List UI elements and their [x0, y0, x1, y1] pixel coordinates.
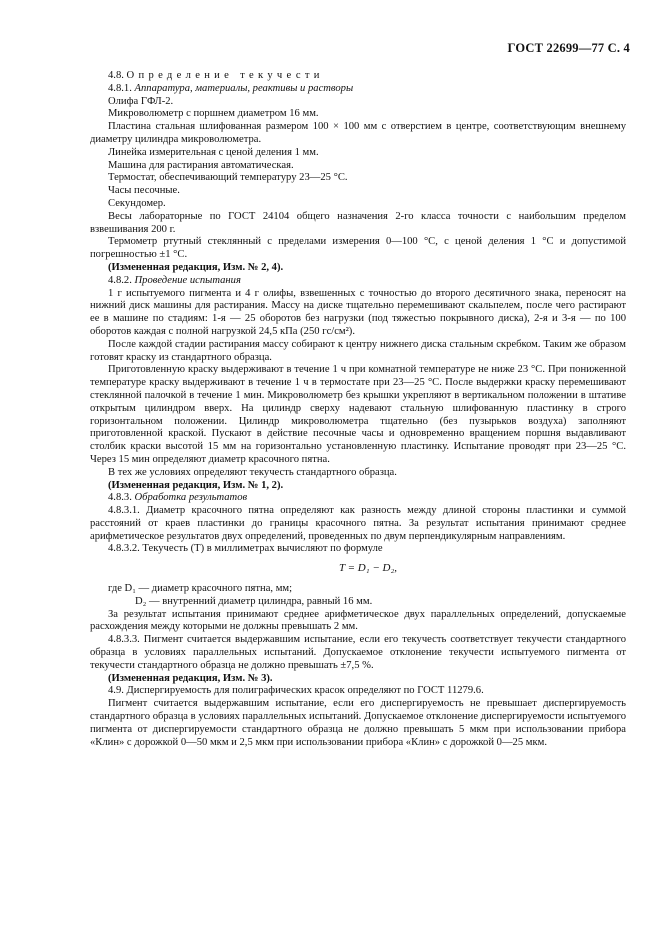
list-item: Весы лабораторные по ГОСТ 24104 общего назначения 2-го класса точности с наибольшим пределом взвешивания 200 г. — [90, 210, 626, 235]
section-title: Определение текучести — [126, 70, 324, 81]
section-title: Проведение испытания — [134, 274, 241, 286]
formula-legend — [90, 583, 626, 609]
list-item: Часы песочные. — [108, 185, 180, 197]
revision-note: (Измененная редакция, Изм. № 3). — [108, 672, 273, 684]
paragraph: За результат испытания принимают среднее арифметическое двух параллельных определений, допускаемые расхождения между которыми не должны превышать 2 мм. — [90, 608, 626, 633]
legend-line: где D₁ — диаметр красочного пятна, мм; — [108, 583, 293, 595]
paragraph: 1 г испытуемого пигмента и 4 г олифы, взвешенных с точностью до второго десятичного знака, переносят на нижний диск машины для растирания. Массу на диске тщательно перемешивают скальпелем, после чего растирают ее в машине по стадиям: 1-я — 25 оборотов без нагрузки (под тяжестью покрывного диска), 2-я и 3-я — по 100 оборотов каждая с полной нагрузкой 24,5 кПа (250 гс/см²). — [90, 287, 626, 337]
revision-note: (Измененная редакция, Изм. № 2, 4). — [108, 261, 284, 273]
paragraph: После каждой стадии растирания массу собирают к центру нижнего диска стальным скребком. Таким же образом готовят краску из стандартного образца. — [90, 338, 626, 363]
list-item: Секундомер. — [108, 197, 166, 209]
paragraph: 4.8.3.1. Диаметр красочного пятна определяют как разность между длиной стороны пластинки и суммой расстояний от краев пластинки до границы красочного пятна. За результат испытания принимают среднее арифметическое результатов двух определений, проведенных по двум перпендикулярным направлениям. — [90, 505, 626, 542]
paragraph: 4.8.3.3. Пигмент считается выдержавшим испытание, если его текучесть соответствует текучести стандартного образца в условиях параллельных испытаний. Допускаемое отклонение текучести испытуемого пигмента от текучести стандартного образца не должно превышать ±7,5 %. — [90, 634, 626, 671]
paragraph: 4.8.3.2. Текучесть (T) в миллиметрах вычисляют по формуле — [108, 543, 383, 555]
page-header: ГОСТ 22699—77 С. 4 — [507, 41, 630, 55]
section-4-8-1 — [90, 83, 626, 96]
paragraph: В тех же условиях определяют текучесть стандартного образца. — [108, 466, 397, 478]
paragraph: 4.9. Диспергируемость для полиграфических красок определяют по ГОСТ 11279.6. — [108, 685, 484, 697]
paragraph: Приготовленную краску выдерживают в течение 1 ч при комнатной температуре не ниже 23 °С. При пониженной температуре краску выдерживают в течение 1 ч в термостате при 23—25 °С. После выдержки краску перемешивают стеклянной палочкой в течение 1 мин. Микроволюметр без крышки укрепляют в вертикальном положении в штативе открытым цилиндром вверх. На цилиндр сверху надевают стальную шлифованную пластинку в строго горизонтальном положении. Цилиндр микроволюметра тщательно (без пузырьков воздуха) заполняют приготовленной краской. Пускают в действие песочные часы и одновременно вращением поршня выдавливают столбик краски высотой 15 мм на горизонтально установленную пластинку. Испытание проводят при 23—25 °С. Через 15 мин определяют диаметр красочного пятна. — [90, 364, 626, 465]
list-item: Термометр ртутный стеклянный с пределами измерения 0—100 °С, с ценой деления 1 °С и допустимой погрешностью ±1 °С. — [90, 236, 626, 261]
section-number: 4.8.3. — [108, 492, 132, 504]
section-4-8 — [90, 70, 626, 83]
document-body — [90, 70, 626, 749]
section-4-8-3 — [90, 492, 626, 505]
list-item: Олифа ГФЛ-2. — [108, 95, 174, 107]
legend-line: D₂ — внутренний диаметр цилиндра, равный 16 мм. — [135, 595, 373, 607]
list-item: Микроволюметр с поршнем диаметром 16 мм. — [108, 108, 319, 120]
section-title: Обработка результатов — [134, 492, 248, 504]
formula: T = D₁ − D₂, — [338, 562, 398, 575]
section-4-8-2 — [90, 275, 626, 288]
list-item: Машина для растирания автоматическая. — [108, 159, 294, 171]
list-item: Пластина стальная шлифованная размером 100 × 100 мм с отверстием в центре, соответствующим внешнему диаметру цилиндра микроволюметра. — [90, 121, 626, 145]
section-title: Аппаратура, материалы, реактивы и растворы — [134, 82, 354, 94]
revision-note: (Измененная редакция, Изм. № 1, 2). — [108, 479, 284, 491]
paragraph: Пигмент считается выдержавшим испытание, если его диспергируемость не превышает диспергируемость стандартного образца в условиях параллельных испытаний. Допускаемое отклонение диспергируемости испытуемого пигмента от диспергируемости стандартного образца не должно превышать 5 мкм при использовании прибора «Клин» с дорожкой 0—50 мкм и 2,5 мкм при использовании прибора «Клин» с дорожкой 0—25 мкм. — [90, 698, 626, 748]
section-number: 4.8. — [108, 70, 124, 81]
list-item: Термостат, обеспечивающий температуру 23—25 °С. — [108, 172, 348, 184]
section-number: 4.8.2. — [108, 274, 132, 286]
section-number: 4.8.1. — [108, 82, 132, 94]
list-item: Линейка измерительная с ценой деления 1 мм. — [108, 146, 319, 158]
